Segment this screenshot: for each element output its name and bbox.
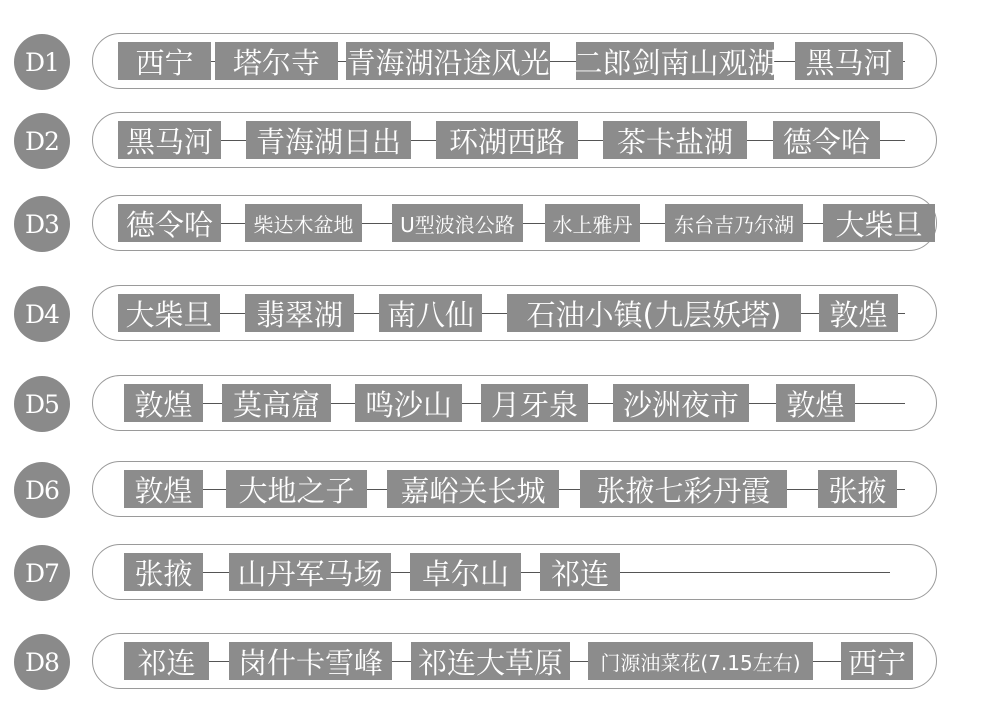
day-badge: D1	[14, 34, 70, 90]
stop-label: 沙洲夜市	[613, 384, 749, 422]
day-badge: D8	[14, 634, 70, 690]
stop-label: 月牙泉	[481, 384, 588, 422]
day-badge: D3	[14, 196, 70, 252]
day-badge: D5	[14, 376, 70, 432]
day-row-d4	[0, 284, 1006, 344]
stop-label: 二郎剑南山观湖	[576, 42, 774, 80]
day-row-d7	[0, 543, 1006, 603]
stop-label: 大柴旦	[823, 204, 935, 242]
stop-label: 水上雅丹	[545, 204, 640, 242]
stop-label: 德令哈	[773, 121, 880, 159]
stop-label: 柴达木盆地	[245, 204, 362, 242]
stop-label: 张掖	[124, 553, 203, 591]
day-badge: D6	[14, 462, 70, 518]
stop-label: 山丹军马场	[229, 553, 391, 591]
stop-label: U型波浪公路	[392, 204, 523, 242]
stop-label: 大地之子	[226, 470, 367, 508]
stop-label: 东台吉乃尔湖	[665, 204, 803, 242]
stop-label: 茶卡盐湖	[603, 121, 747, 159]
day-badge: D2	[14, 113, 70, 169]
day-row-d2	[0, 111, 1006, 171]
stop-label: 西宁	[841, 642, 913, 680]
stop-label: 祁连	[124, 642, 209, 680]
stop-label: 卓尔山	[410, 553, 521, 591]
stop-label: 鸣沙山	[355, 384, 462, 422]
stop-label: 张掖	[818, 470, 897, 508]
day-row-d8	[0, 632, 1006, 692]
stop-label: 南八仙	[379, 294, 482, 332]
stop-label: 敦煌	[776, 384, 855, 422]
stop-label: 环湖西路	[436, 121, 578, 159]
stop-label: 翡翠湖	[245, 294, 354, 332]
stop-label: 岗什卡雪峰	[229, 642, 392, 680]
stop-label: 祁连大草原	[411, 642, 570, 680]
stop-label: 敦煌	[819, 294, 898, 332]
stop-label: 祁连	[540, 553, 620, 591]
day-row-d3	[0, 194, 1006, 254]
stop-label: 敦煌	[124, 384, 203, 422]
stop-label: 大柴旦	[118, 294, 220, 332]
day-row-d1	[0, 32, 1006, 92]
stop-label: 西宁	[118, 42, 211, 80]
day-row-d6	[0, 460, 1006, 520]
stop-label: 门源油菜花(7.15左右)	[588, 642, 813, 680]
stop-label: 塔尔寺	[215, 42, 338, 80]
stop-label: 张掖七彩丹霞	[580, 470, 787, 508]
stop-label: 石油小镇(九层妖塔)	[507, 294, 801, 332]
stop-label: 嘉峪关长城	[387, 470, 559, 508]
day-badge: D7	[14, 545, 70, 601]
stop-label: 黑马河	[795, 42, 903, 80]
day-row-d5	[0, 374, 1006, 434]
stop-label: 德令哈	[118, 204, 221, 242]
stop-label: 莫高窟	[222, 384, 331, 422]
stop-label: 敦煌	[124, 470, 203, 508]
stop-label: 青海湖日出	[246, 121, 411, 159]
stop-label: 青海湖沿途风光	[346, 42, 550, 80]
stop-label: 黑马河	[118, 121, 221, 159]
day-badge: D4	[14, 286, 70, 342]
